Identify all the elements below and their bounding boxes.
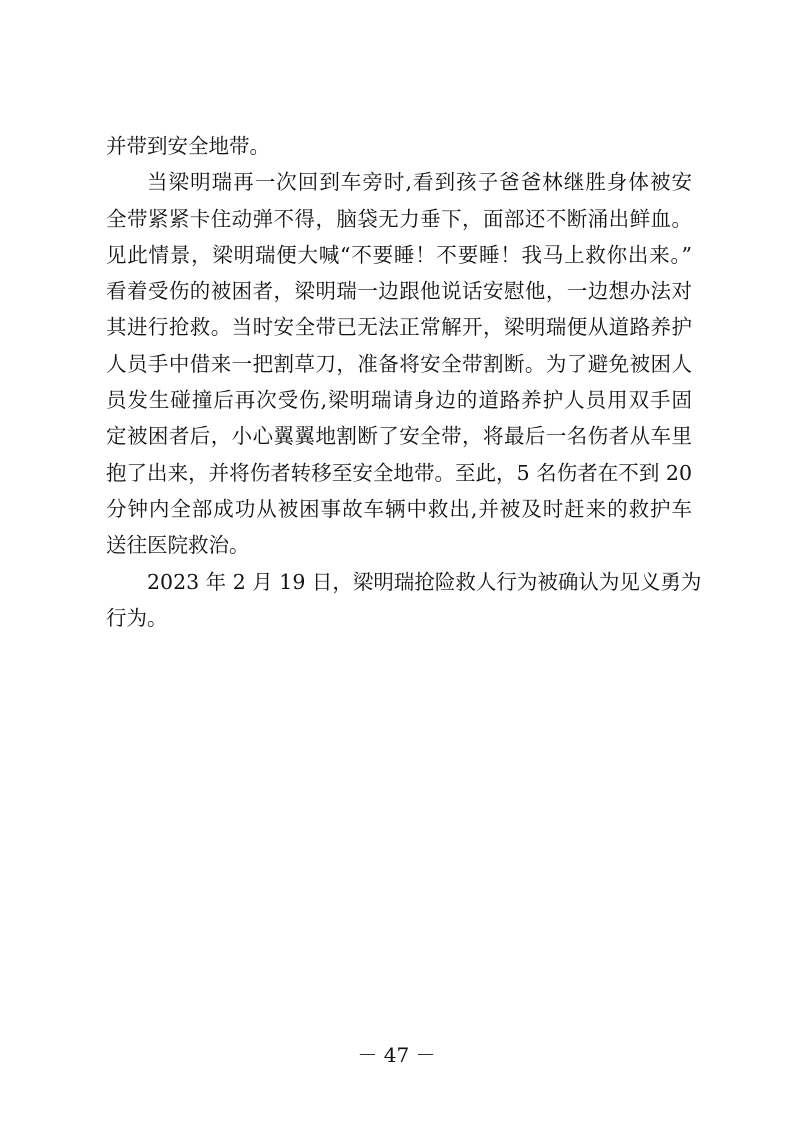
body-text [106, 128, 702, 636]
text-line: 抱了出来，并将伤者转移至安全地带。至此，5 名伤者在不到 20 [106, 460, 692, 485]
text-line: 行为。 [106, 605, 168, 630]
text-line: 2023 年 2 月 19 日，梁明瑞抢险救人行为被确认为见义勇为 [147, 569, 702, 594]
text-line: 见此情景，梁明瑞便大喊“不要睡！不要睡！我马上救你出来。” [106, 242, 692, 267]
page-number: － 47 － [357, 1043, 436, 1067]
text-line: 当梁明瑞再一次回到车旁时,看到孩子爸爸林继胜身体被安 [147, 170, 692, 195]
text-line: 分钟内全部成功从被困事故车辆中救出,并被及时赶来的救护车 [106, 496, 692, 521]
text-line: 员发生碰撞后再次受伤,梁明瑞请身边的道路养护人员用双手固 [106, 388, 692, 413]
text-line: 送往医院救治。 [106, 533, 250, 558]
text-line: 其进行抢救。当时安全带已无法正常解开，梁明瑞便从道路养护 [106, 315, 692, 340]
text-line: 全带紧紧卡住动弹不得，脑袋无力垂下，面部还不断涌出鲜血。 [106, 206, 692, 231]
text-line: 并带到安全地带。 [106, 134, 270, 158]
text-line: 定被困者后，小心翼翼地割断了安全带，将最后一名伤者从车里 [106, 424, 692, 449]
text-line: 看着受伤的被困者，梁明瑞一边跟他说话安慰他，一边想办法对 [106, 279, 692, 304]
text-line: 人员手中借来一把割草刀，准备将安全带割断。为了避免被困人 [106, 351, 692, 376]
